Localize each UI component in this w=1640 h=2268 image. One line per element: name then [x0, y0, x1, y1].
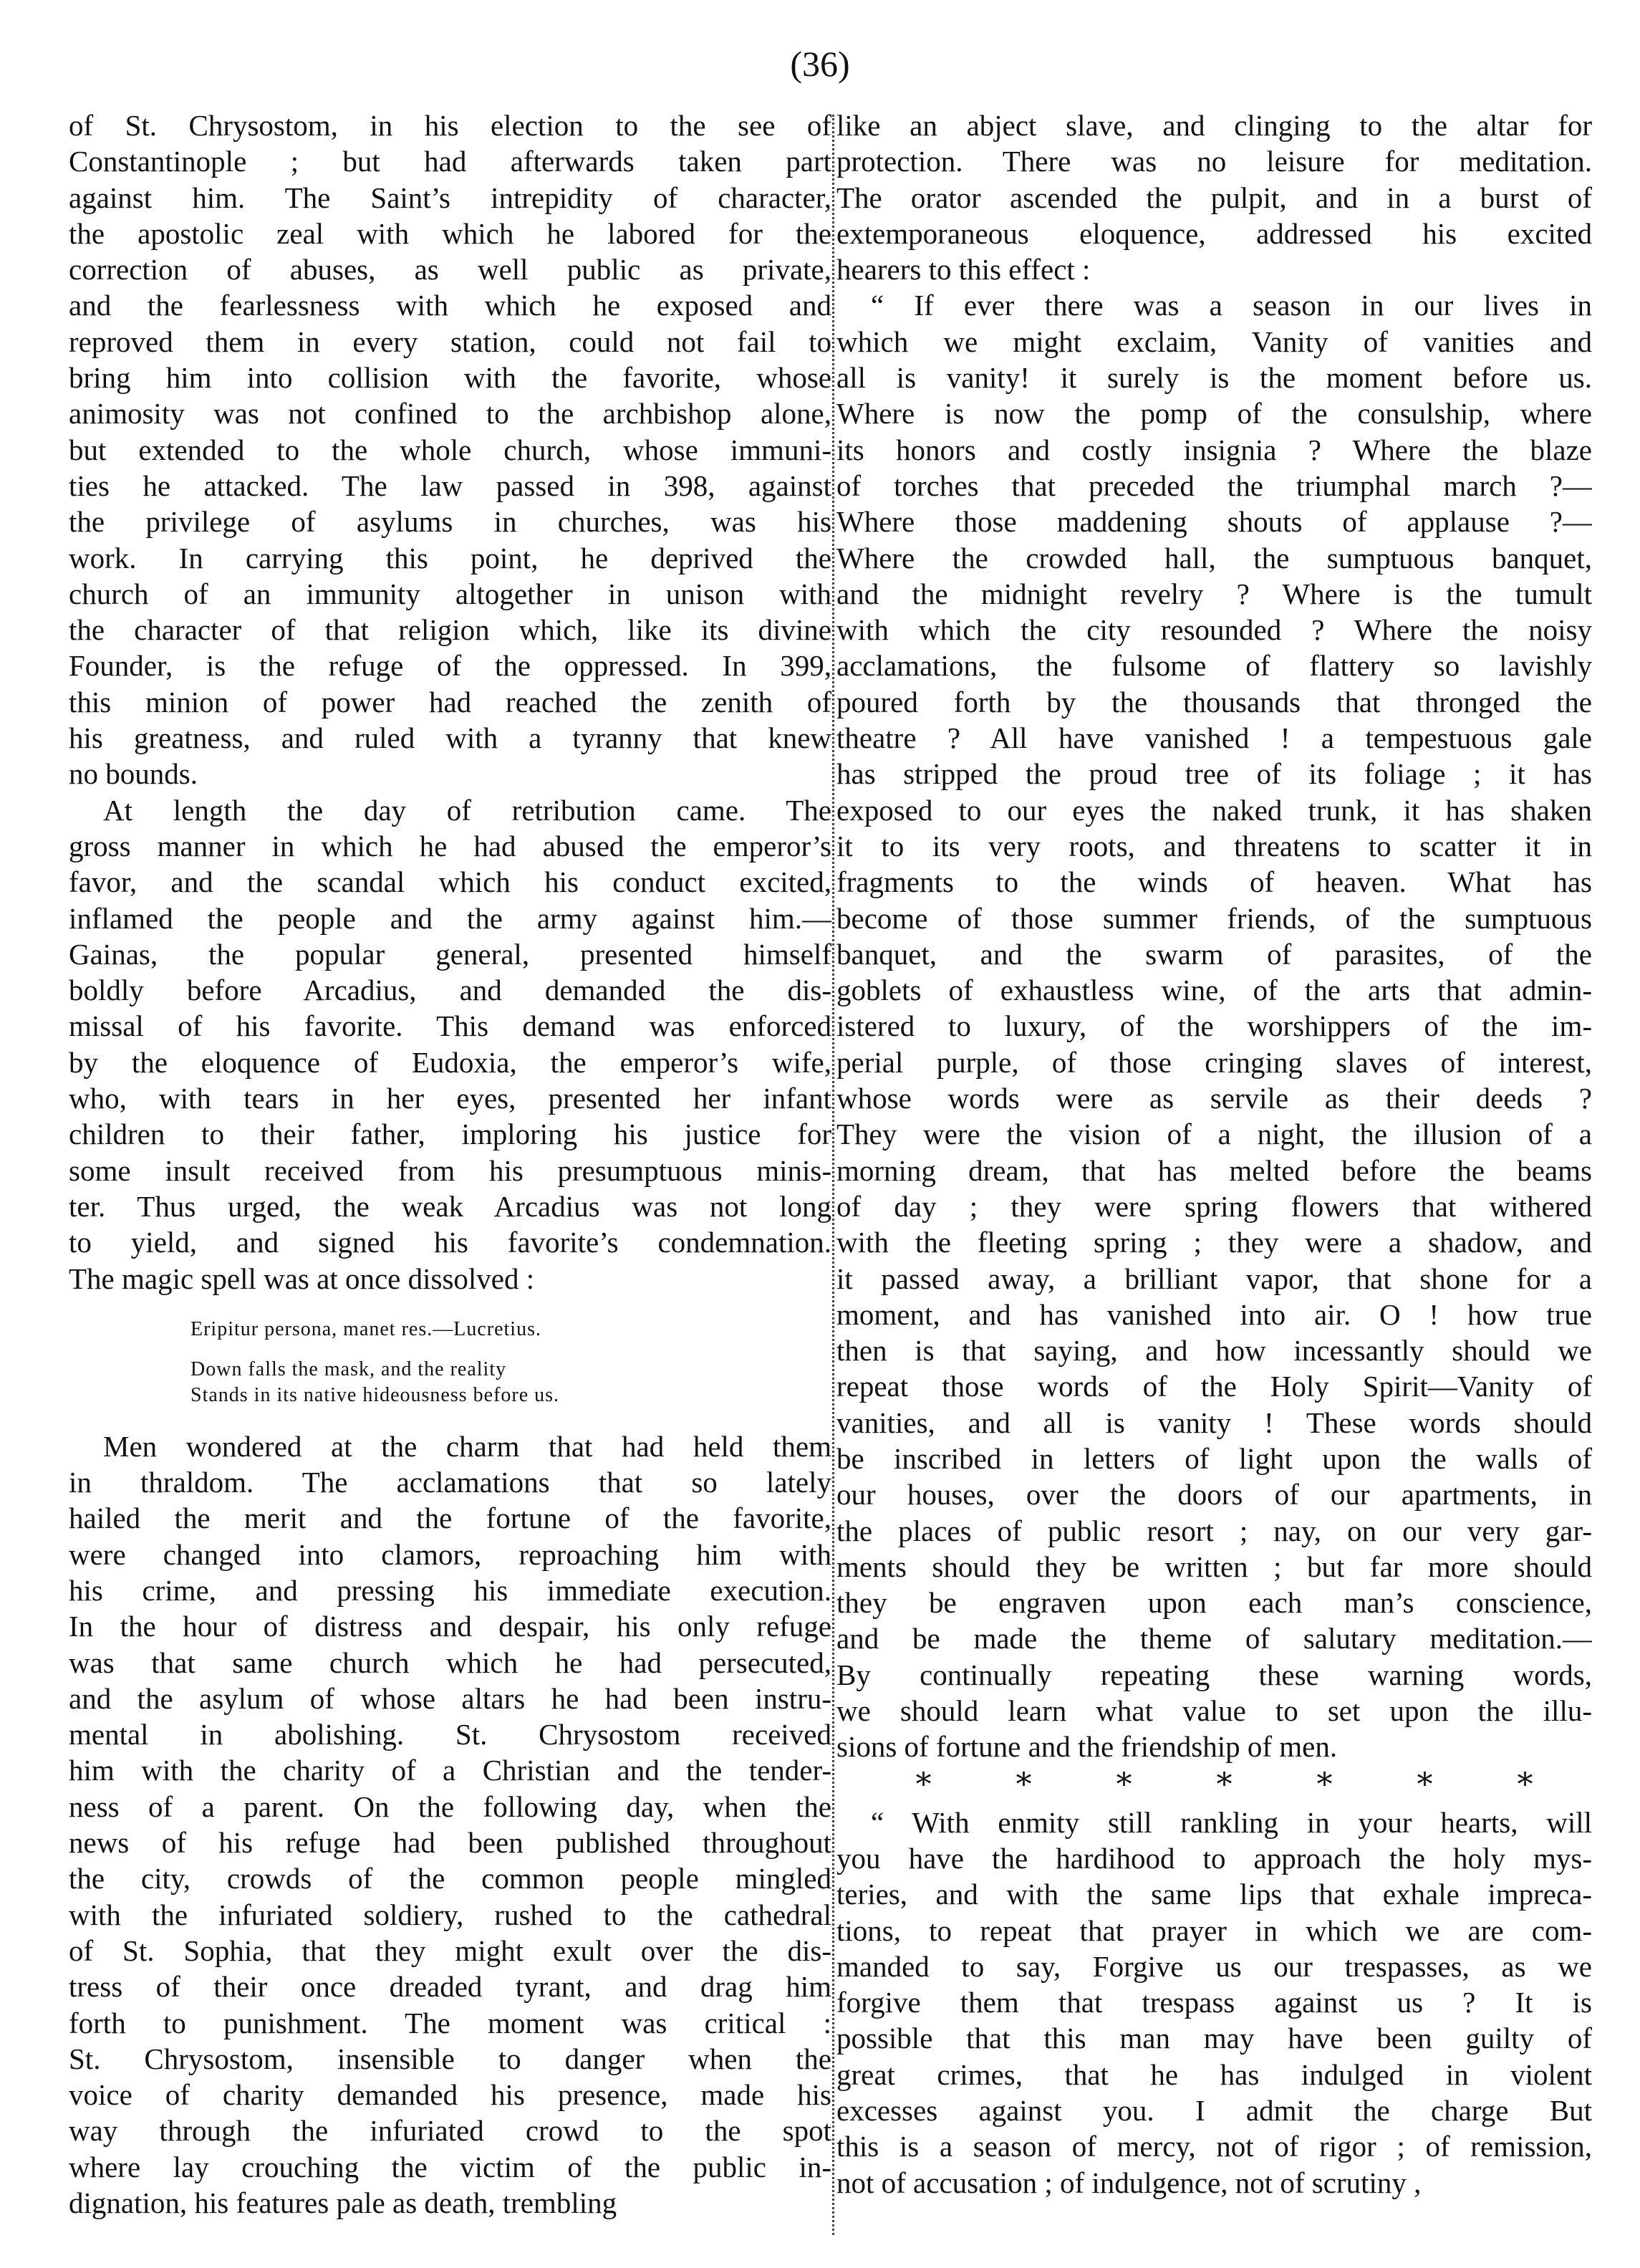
text-line: sions of fortune and the friendship of men.: [836, 1730, 1338, 1764]
text-line: hailed the merit and the fortune of the favorite,: [69, 1501, 831, 1535]
verse-quote: [190, 1317, 831, 1408]
text-line: By continually repeating these warning words,: [836, 1658, 1592, 1691]
text-line: poured forth by the thousands that thronged the: [836, 685, 1592, 719]
text-line: we should learn what value to set upon the illu-: [836, 1694, 1592, 1728]
text-line: work. In carrying this point, he deprived the: [69, 541, 831, 575]
text-line: the city, crowds of the common people mingled: [69, 1862, 831, 1895]
section-separator: * * * * * * *: [915, 1766, 1571, 1803]
text-line: acclamations, the fulsome of flattery so lavishly: [836, 649, 1592, 683]
text-line: with the fleeting spring ; they were a shadow, and: [836, 1226, 1592, 1259]
text-line: Where the crowded hall, the sumptuous banquet,: [836, 541, 1592, 575]
text-line: gross manner in which he had abused the emperor’s: [69, 829, 831, 862]
text-line: you have the hardihood to approach the holy mys-: [836, 1841, 1592, 1875]
text-line: protection. There was no leisure for meditation.: [836, 145, 1592, 178]
text-line: his crime, and pressing his immediate execution.: [69, 1573, 831, 1607]
text-line: ter. Thus urged, the weak Arcadius was not long: [69, 1189, 831, 1223]
text-line: ness of a parent. On the following day, when the: [69, 1789, 831, 1823]
text-line: which we might exclaim, Vanity of vanities and: [836, 325, 1592, 358]
column-divider: [832, 115, 834, 2235]
text-line: Founder, is the refuge of the oppressed. In 399,: [69, 649, 831, 683]
text-line: but extended to the whole church, whose immuni-: [69, 433, 831, 466]
text-line: the places of public resort ; nay, on our very gar-: [836, 1514, 1592, 1547]
text-line: the apostolic zeal with which he labored for the: [69, 216, 831, 250]
text-line: bring him into collision with the favorite, whose: [69, 361, 831, 395]
right-paragraph-2: [836, 287, 1592, 1764]
text-line: and the fearlessness with which he exposed and: [69, 289, 831, 322]
text-line: then is that saying, and how incessantly should we: [836, 1334, 1592, 1368]
text-line: perial purple, of those cringing slaves of interest,: [836, 1045, 1592, 1079]
text-line: forth to punishment. The moment was critical :: [69, 2006, 831, 2039]
text-line: Men wondered at the charm that had held them: [103, 1429, 831, 1463]
text-line: were changed into clamors, reproaching him with: [69, 1537, 831, 1571]
text-line: voice of charity demanded his presence, made his: [69, 2078, 831, 2112]
text-line: goblets of exhaustless wine, of the arts that admin-: [836, 974, 1592, 1007]
text-line: mental in abolishing. St. Chrysostom received: [69, 1718, 831, 1752]
text-line: of St. Chrysostom, in his election to the see of: [69, 109, 831, 142]
text-line: animosity was not confined to the archbishop alone,: [69, 397, 831, 431]
text-line: has stripped the proud tree of its foliage ; it has: [836, 757, 1592, 791]
text-line: with which the city resounded ? Where the noisy: [836, 613, 1592, 647]
text-line: to yield, and signed his favorite’s condemnation.: [69, 1226, 831, 1259]
text-line: Where is now the pomp of the consulship, where: [836, 397, 1592, 431]
text-line: against him. The Saint’s intrepidity of character,: [69, 181, 831, 214]
text-line: news of his refuge had been published throughout: [69, 1826, 831, 1860]
quote-english-line-2: Stands in its native hideousness before us.: [190, 1383, 560, 1406]
text-line: this minion of power had reached the zenith of: [69, 685, 831, 719]
text-line: istered to luxury, of the worshippers of the im-: [836, 1009, 1592, 1043]
text-line: dignation, his features pale as death, trembling: [69, 2186, 617, 2220]
left-paragraph-3: [69, 1428, 831, 2221]
text-line: of torches that preceded the triumphal march ?—: [836, 469, 1592, 502]
text-line: St. Chrysostom, insensible to danger when the: [69, 2042, 831, 2075]
text-line: whose words were as servile as their deeds ?: [836, 1082, 1592, 1115]
text-line: Gainas, the popular general, presented himself: [69, 937, 831, 971]
right-paragraph-1: [836, 107, 1592, 287]
text-line: like an abject slave, and clinging to the altar for: [836, 109, 1592, 142]
text-line: church of an immunity altogether in unison with: [69, 577, 831, 610]
text-line: ments should they be written ; but far more should: [836, 1549, 1592, 1583]
text-line: hearers to this effect :: [836, 253, 1091, 287]
text-line: they be engraven upon each man’s conscience,: [836, 1586, 1592, 1620]
text-line: of day ; they were spring flowers that withered: [836, 1189, 1592, 1223]
text-line: theatre ? All have vanished ! a tempestuous gale: [836, 721, 1592, 755]
text-line: it to its very roots, and threatens to scatter it in: [836, 829, 1592, 862]
text-line: this is a season of mercy, not of rigor ; of remission,: [836, 2130, 1592, 2163]
text-line: Where those maddening shouts of applause ?—: [836, 505, 1592, 539]
left-paragraph-2: [69, 792, 831, 1297]
text-line: the character of that religion which, like its divine: [69, 613, 831, 647]
text-line: ties he attacked. The law passed in 398, against: [69, 469, 831, 502]
text-line: repeat those words of the Holy Spirit—Vanity of: [836, 1370, 1592, 1403]
quote-english-line-1: Down falls the mask, and the reality: [190, 1358, 507, 1380]
text-line: reproved them in every station, could not fail to: [69, 325, 831, 358]
text-line: vanities, and all is vanity ! These words should: [836, 1406, 1592, 1439]
text-line: all is vanity! it surely is the moment before us.: [836, 361, 1592, 395]
text-line: by the eloquence of Eudoxia, the emperor’s wife,: [69, 1045, 831, 1079]
text-line: children to their father, imploring his justice for: [69, 1118, 831, 1151]
right-paragraph-3: [836, 1805, 1592, 2201]
text-line: missal of his favorite. This demand was enforced: [69, 1009, 831, 1043]
text-line: and be made the theme of salutary meditation.—: [836, 1622, 1592, 1656]
text-line: him with the charity of a Christian and the tender-: [69, 1754, 831, 1787]
text-line: his greatness, and ruled with a tyranny that knew: [69, 721, 831, 755]
text-line: it passed away, a brilliant vapor, that shone for a: [836, 1262, 1592, 1295]
text-line: tress of their once dreaded tyrant, and drag him: [69, 1970, 831, 2004]
text-line: At length the day of retribution came. The: [103, 793, 831, 827]
page-number: (36): [790, 44, 850, 84]
text-line: tions, to repeat that prayer in which we are com-: [836, 1913, 1592, 1947]
text-line: possible that this man may have been guilty of: [836, 2022, 1592, 2055]
text-line: moment, and has vanished into air. O ! how true: [836, 1297, 1592, 1331]
text-line: of St. Sophia, that they might exult over the dis-: [69, 1933, 831, 1967]
text-line: was that same church which he had persecuted,: [69, 1645, 831, 1679]
text-line: teries, and with the same lips that exhale impreca-: [836, 1878, 1592, 1911]
text-line: Constantinople ; but had afterwards taken part: [69, 145, 831, 178]
text-line: not of accusation ; of indulgence, not of scrutiny ,: [836, 2166, 1422, 2199]
text-line: morning dream, that has melted before the beams: [836, 1153, 1592, 1187]
text-line: “ With enmity still rankling in your hearts, will: [871, 1805, 1592, 1839]
text-line: correction of abuses, as well public as private,: [69, 253, 831, 287]
text-line: its honors and costly insignia ? Where the blaze: [836, 433, 1592, 466]
text-line: forgive them that trespass against us ? It is: [836, 1986, 1592, 2019]
text-line: extemporaneous eloquence, addressed his excited: [836, 216, 1592, 250]
text-line: great crimes, that he has indulged in violent: [836, 2057, 1592, 2091]
text-line: way through the infuriated crowd to the spot: [69, 2114, 831, 2148]
text-line: In the hour of distress and despair, his only refuge: [69, 1610, 831, 1643]
text-line: The orator ascended the pulpit, and in a burst of: [836, 181, 1592, 214]
text-line: who, with tears in her eyes, presented her infant: [69, 1082, 831, 1115]
left-column: [69, 107, 831, 2221]
text-line: inflamed the people and the army against him.—: [69, 901, 831, 935]
text-line: banquet, and the swarm of parasites, of the: [836, 937, 1592, 971]
text-line: our houses, over the doors of our apartments, in: [836, 1478, 1592, 1512]
text-line: become of those summer friends, of the sumptuous: [836, 901, 1592, 935]
text-line: exposed to our eyes the naked trunk, it has shaken: [836, 793, 1592, 827]
text-line: no bounds.: [69, 757, 198, 791]
quote-latin: Eripitur persona, manet res.—Lucretius.: [190, 1317, 541, 1340]
text-line: boldly before Arcadius, and demanded the dis-: [69, 974, 831, 1007]
text-line: where lay crouching the victim of the public in-: [69, 2150, 831, 2183]
text-line: be inscribed in letters of light upon the walls of: [836, 1441, 1592, 1475]
text-line: favor, and the scandal which his conduct excited,: [69, 865, 831, 899]
text-line: fragments to the winds of heaven. What has: [836, 865, 1592, 899]
text-line: “ If ever there was a season in our lives in: [871, 289, 1592, 322]
text-line: with the infuriated soldiery, rushed to the cathedral: [69, 1898, 831, 1931]
text-line: some insult received from his presumptuous minis-: [69, 1153, 831, 1187]
text-line: the privilege of asylums in churches, was his: [69, 505, 831, 539]
text-line: and the midnight revelry ? Where is the tumult: [836, 577, 1592, 610]
text-line: The magic spell was at once dissolved :: [69, 1262, 535, 1295]
right-column: [836, 107, 1592, 2201]
text-line: excesses against you. I admit the charge But: [836, 2094, 1592, 2128]
text-line: manded to say, Forgive us our trespasses, as we: [836, 1949, 1592, 1983]
text-line: in thraldom. The acclamations that so lately: [69, 1466, 831, 1499]
text-line: They were the vision of a night, the illusion of a: [836, 1118, 1592, 1151]
text-line: and the asylum of whose altars he had been instru-: [69, 1681, 831, 1715]
left-paragraph-1: [69, 107, 831, 792]
